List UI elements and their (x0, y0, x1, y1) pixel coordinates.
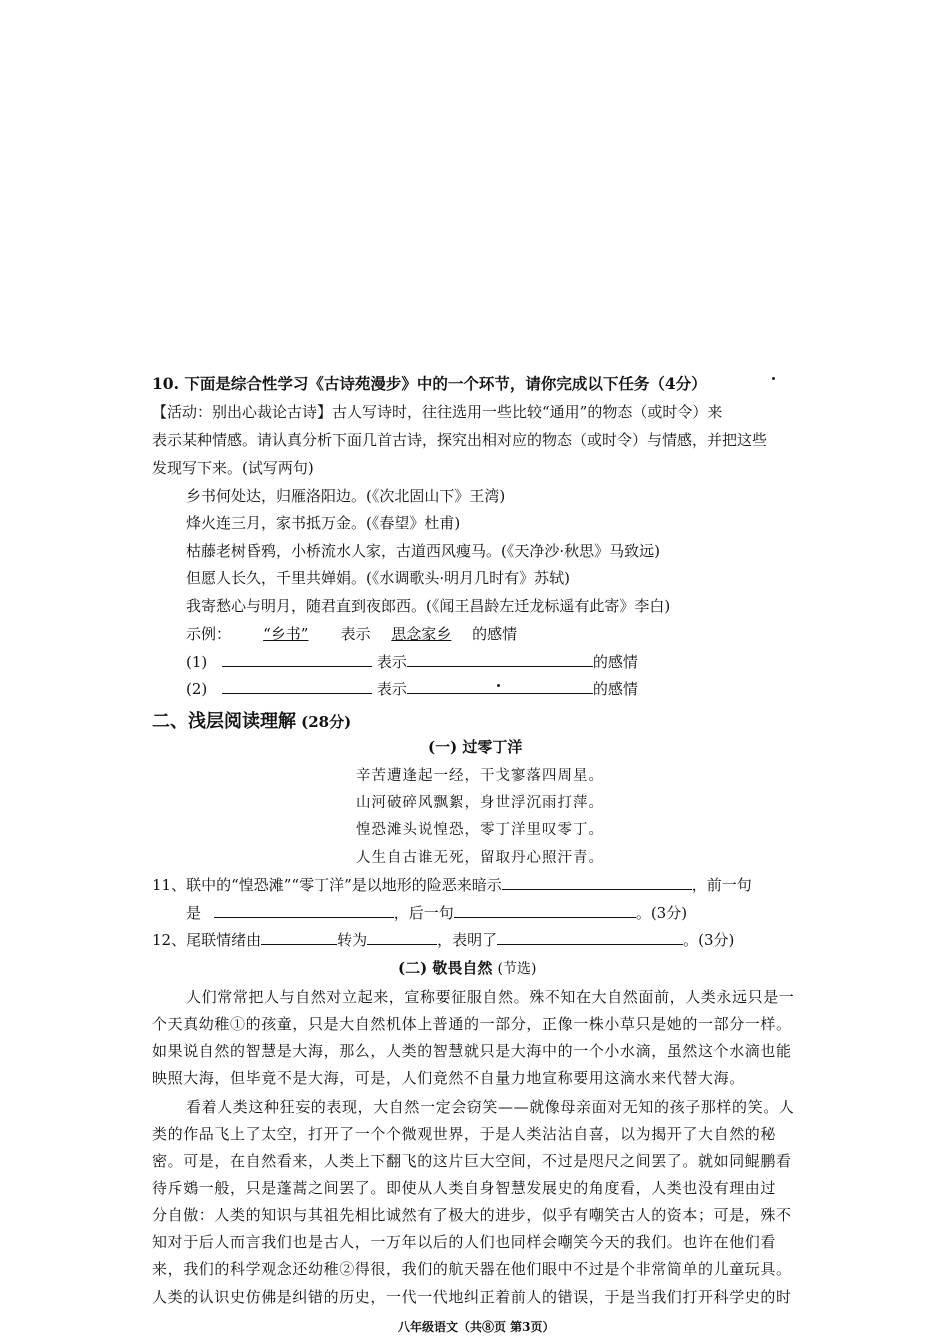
q10-activity-line1: 【活动：别出心裁论古诗】古人写诗时，往往选用一些比较“通用”的物态（或时令）来 (152, 403, 723, 421)
q11-line1 (152, 874, 752, 895)
essay-title: (二) 敬畏自然 (398, 959, 493, 977)
essay-p2-line-7: 来，我们的科学观念还幼稚②得很，我们的航天器在他们眼中不过是个非常简单的儿童玩具。 (152, 1260, 792, 1278)
item1-object-blank[interactable] (222, 652, 372, 667)
essay-p2-line-1: 看着人类这种狂妄的表现，大自然一定会窃笑——就像母亲面对无知的孩子那样的笑。人 (186, 1098, 795, 1116)
q10-example (186, 623, 517, 644)
poem-line-2: 烽火连三月，家书抵万金。(《春望》杜甫) (186, 514, 461, 532)
q10-item-2 (186, 678, 638, 699)
passage-poem-line-2: 山河破碎风飘絮，身世浮沉雨打萍。 (356, 795, 604, 811)
q11-blank-1[interactable] (502, 875, 692, 890)
example-emotion: 思念家乡 (391, 625, 452, 643)
q10-title: 10. 下面是综合性学习《古诗苑漫步》中的一个环节，请你完成以下任务（4分） (152, 374, 707, 393)
q12-part-c: ，表明了 (437, 931, 498, 949)
passage-poem-line-3: 惶恐滩头说惶恐，零丁洋里叹零丁。 (356, 822, 604, 838)
essay-p2-line-4: 待斥鴳一般，只是蓬蒿之间罢了。即使从人类自身智慧发展史的角度看，人类也没有理由过 (152, 1179, 777, 1197)
essay-p2-line-6: 知对于后人而言我们也是古人，一万年以后的人们也同样会嘲笑今天的我们。也许在他们看 (152, 1233, 777, 1251)
q11-line2-mid: ，后一句 (393, 904, 454, 922)
example-prefix: 示例： (186, 625, 232, 643)
passage-poem-line-1: 辛苦遭逢起一经，干戈寥落四周星。 (356, 768, 604, 784)
q12-blank-3[interactable] (497, 930, 683, 945)
essay-p1-line-1: 人们常常把人与自然对立起来，宣称要征服自然。殊不知在大自然面前，人类永远只是一 (186, 988, 795, 1006)
q11-text: 11、联中的“惶恐滩”“零丁洋”是以地形的险恶来暗示 (152, 876, 502, 894)
q12-part-a: 12、尾联情绪由 (152, 931, 262, 949)
q10-item-1 (186, 651, 638, 672)
scan-speck (772, 377, 775, 380)
q12-part-d: 。(3分) (683, 931, 735, 949)
poem-line-5: 我寄愁心与明月，随君直到夜郎西。(《闻王昌龄左迁龙标遥有此寄》李白) (186, 597, 671, 615)
item2-emotion-blank[interactable] (407, 679, 593, 694)
essay-p2-line-2: 类的作品飞上了太空，打开了一个个微观世界，于是人类沾沾自喜，以为揭开了大自然的秘 (152, 1125, 777, 1143)
item2-object-blank[interactable] (222, 679, 372, 694)
item2-suffix: 的感情 (592, 680, 638, 698)
example-object: “乡书” (263, 625, 309, 643)
q12-blank-1[interactable] (261, 930, 337, 945)
q11-blank-2[interactable] (214, 903, 394, 918)
essay-p1-line-4: 映照大海，但毕竟不是大海，可是，人们竟然不自量力地宣称要用这滴水来代替大海。 (152, 1069, 745, 1087)
q11-line2 (186, 902, 687, 923)
poem-passage-title: (一) 过零丁洋 (428, 738, 523, 756)
poem-line-4: 但愿人长久，千里共婵娟。(《水调歌头·明月几时有》苏轼) (186, 569, 570, 587)
poem-line-3: 枯藤老树昏鸦，小桥流水人家，古道西风瘦马。(《天净沙·秋思》马致远) (186, 542, 660, 560)
essay-p1-line-2: 个天真幼稚①的孩童，只是大自然机体上普通的一部分，正像一株小草只是她的一部分一样。 (152, 1015, 792, 1033)
example-mid: 表示 (340, 625, 371, 643)
section2-points: (28分) (301, 713, 352, 731)
poem-line-1: 乡书何处达，归雁洛阳边。(《次北固山下》王湾) (186, 487, 506, 505)
item1-label: (1) (186, 653, 208, 671)
item1-emotion-blank[interactable] (407, 652, 593, 667)
essay-title-row (398, 957, 536, 978)
passage-poem-line-4: 人生自古谁无死，留取丹心照汗青。 (356, 850, 604, 866)
essay-p2-line-5: 分自傲：人类的知识与其祖先相比诚然有了极大的进步，似乎有嘲笑古人的资本；可是，殊不 (152, 1206, 792, 1224)
q11-line2-start: 是 (186, 904, 202, 922)
example-suffix: 的感情 (472, 625, 518, 643)
q11-line2-end: 。(3分) (635, 904, 688, 922)
q11-line1-end: ，前一句 (691, 876, 752, 894)
q10-activity-line2: 表示某种情感。请认真分析下面几首古诗，探究出相对应的物态（或时令）与情感，并把这些 (152, 431, 768, 449)
essay-p2-line-3: 密。可是，在自然看来，人类上下翻飞的这片巨大空间，不过是咫尺之间罢了。就如同鲲鹏看 (152, 1152, 792, 1170)
q11-blank-3[interactable] (454, 903, 636, 918)
q12-part-b: 转为 (337, 931, 368, 949)
item2-mid: 表示 (376, 680, 407, 698)
scan-speck (497, 684, 500, 687)
q12-line (152, 929, 734, 950)
essay-p2-line-8: 人类的认识史仿佛是纠错的历史，一代一代地纠正着前人的错误，于是当我们打开科学史的时 (152, 1288, 792, 1306)
item1-suffix: 的感情 (592, 653, 638, 671)
page-footer: 八年级语文（共⑧页 第3页） (398, 1320, 555, 1334)
q10-activity-line3: 发现写下来。(试写两句) (152, 459, 314, 477)
item2-label: (2) (186, 680, 208, 698)
q12-blank-2[interactable] (367, 930, 437, 945)
essay-p1-line-3: 如果说自然的智慧是大海，那么，人类的智慧就只是大海中的一个小水滴，虽然这个水滴也能 (152, 1042, 792, 1060)
essay-subtitle: (节选) (497, 961, 537, 977)
item1-mid: 表示 (376, 653, 407, 671)
section2-title: 二、浅层阅读理解 (152, 711, 296, 732)
section2-heading (152, 707, 351, 733)
